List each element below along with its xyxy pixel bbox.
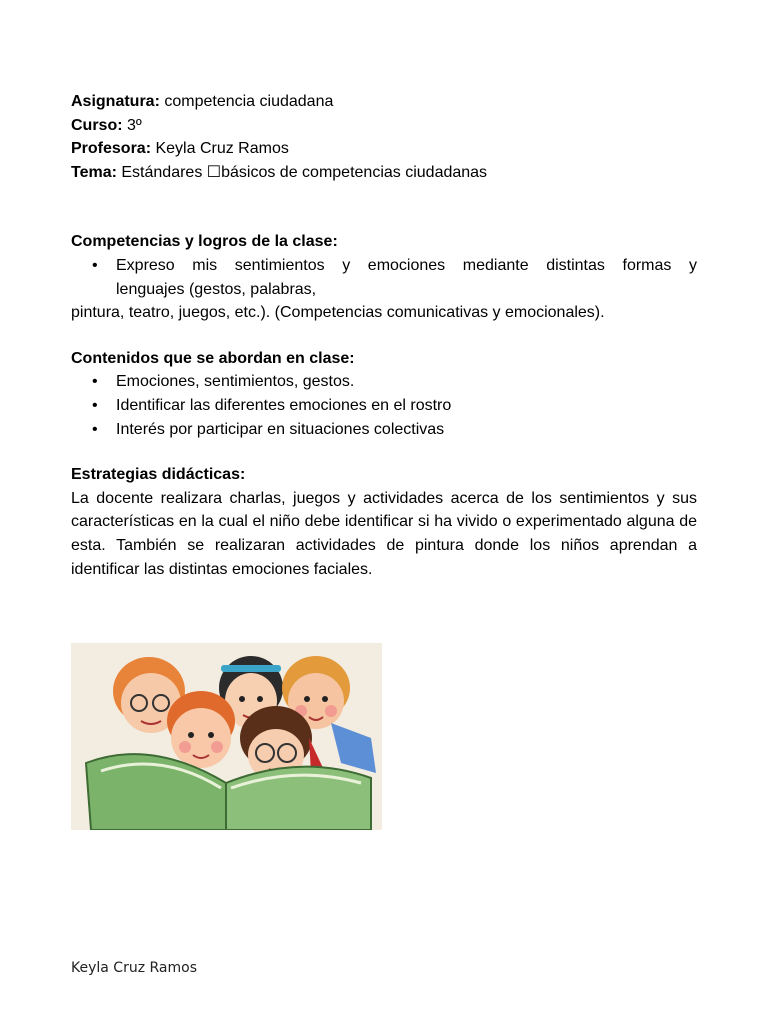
document-body xyxy=(71,90,697,581)
estrategias-paragraph: La docente realizara charlas, juegos y actividades acerca de los sentimientos y sus características en la cual el niño debe identificar si ha vivido o experimentado alguna de esta. También se realizaran actividades de pintura donde los niños aprendan a identificar las distintas emociones faciales. xyxy=(71,489,697,578)
estrategias-heading: Estrategias didácticas: xyxy=(71,466,246,484)
competencias-section xyxy=(71,230,697,324)
competencias-heading: Competencias y logros de la clase: xyxy=(71,233,338,251)
asignatura-line xyxy=(71,90,697,114)
curso-label: Curso: xyxy=(71,116,123,134)
tema-label: Tema: xyxy=(71,163,117,181)
competencias-list xyxy=(71,254,697,301)
asignatura-label: Asignatura: xyxy=(71,93,160,110)
contenidos-heading: Contenidos que se abordan en clase: xyxy=(71,349,355,367)
estrategias-section xyxy=(71,463,697,581)
profesora-value: Keyla Cruz Ramos xyxy=(151,140,289,158)
list-item xyxy=(71,254,697,301)
list-item: • Emociones, sentimientos, gestos. xyxy=(71,370,697,394)
contenidos-list xyxy=(71,370,697,441)
asignatura-value: competencia ciudadana xyxy=(159,93,334,110)
curso-value: 3º xyxy=(122,116,142,134)
contenidos-section xyxy=(71,347,697,441)
list-item: • Identificar las diferentes emociones en el rostro xyxy=(71,394,697,418)
competencia-line-1: • Expreso mis sentimientos y emociones mediante distintas formas y xyxy=(116,256,697,274)
curso-line xyxy=(71,114,697,138)
footer-author: Keyla Cruz Ramos xyxy=(71,960,197,976)
profesora-line xyxy=(71,137,697,161)
list-item: • Interés por participar en situaciones colectivas xyxy=(71,418,697,442)
competencia-line-2: lenguajes (gestos, palabras, xyxy=(116,280,317,298)
tema-value: Estándares ☐básicos de competencias ciudadanas xyxy=(116,163,488,181)
children-reading-book-illustration xyxy=(71,643,382,830)
profesora-label: Profesora: xyxy=(71,140,152,158)
competencia-continuation: pintura, teatro, juegos, etc.). (Competencias comunicativas y emocionales). xyxy=(71,304,605,322)
tema-line xyxy=(71,161,697,185)
